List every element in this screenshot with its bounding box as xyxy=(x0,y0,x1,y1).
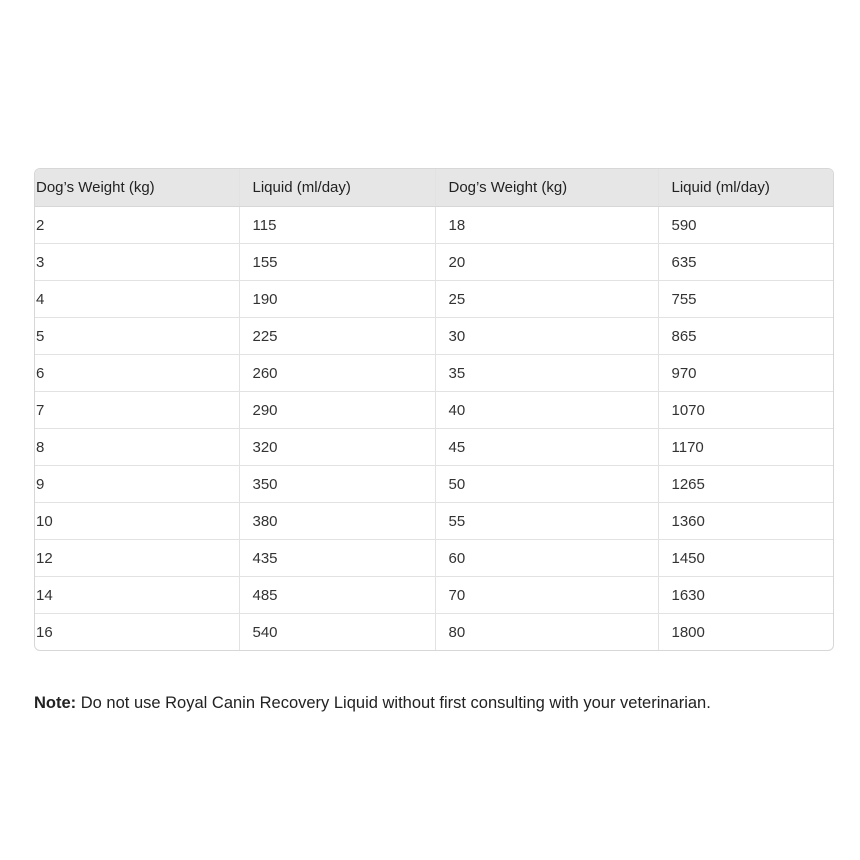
cell-dog-weight-1: 7 xyxy=(35,392,239,429)
table-row xyxy=(35,355,834,392)
cell-dog-weight-1: 5 xyxy=(35,318,239,355)
cell-dog-weight-2: 35 xyxy=(435,355,658,392)
cell-dog-weight-2: 80 xyxy=(435,614,658,651)
cell-liquid-1: 435 xyxy=(239,540,435,577)
cell-liquid-1: 320 xyxy=(239,429,435,466)
dosage-table xyxy=(35,169,834,650)
cell-liquid-2: 1070 xyxy=(658,392,834,429)
cell-liquid-1: 380 xyxy=(239,503,435,540)
table-row xyxy=(35,207,834,244)
cell-dog-weight-1: 16 xyxy=(35,614,239,651)
note-text: Do not use Royal Canin Recovery Liquid without first consulting with your veterinarian. xyxy=(76,693,711,712)
cell-dog-weight-2: 50 xyxy=(435,466,658,503)
header-liquid-1: Liquid (ml/day) xyxy=(239,169,435,207)
cell-dog-weight-2: 70 xyxy=(435,577,658,614)
cell-dog-weight-2: 25 xyxy=(435,281,658,318)
cell-liquid-2: 970 xyxy=(658,355,834,392)
header-dog-weight-1: Dog’s Weight (kg) xyxy=(35,169,239,207)
cell-dog-weight-1: 12 xyxy=(35,540,239,577)
cell-liquid-2: 755 xyxy=(658,281,834,318)
cell-dog-weight-1: 14 xyxy=(35,577,239,614)
cell-dog-weight-1: 8 xyxy=(35,429,239,466)
cell-liquid-1: 485 xyxy=(239,577,435,614)
table-row xyxy=(35,540,834,577)
cell-liquid-2: 1630 xyxy=(658,577,834,614)
table-row xyxy=(35,281,834,318)
cell-dog-weight-2: 20 xyxy=(435,244,658,281)
cell-liquid-1: 115 xyxy=(239,207,435,244)
cell-dog-weight-2: 40 xyxy=(435,392,658,429)
dosage-table-container xyxy=(34,168,834,651)
cell-dog-weight-1: 3 xyxy=(35,244,239,281)
cell-dog-weight-2: 30 xyxy=(435,318,658,355)
cell-liquid-2: 1450 xyxy=(658,540,834,577)
header-dog-weight-2: Dog’s Weight (kg) xyxy=(435,169,658,207)
cell-liquid-1: 155 xyxy=(239,244,435,281)
table-row xyxy=(35,577,834,614)
table-row xyxy=(35,392,834,429)
cell-liquid-1: 350 xyxy=(239,466,435,503)
cell-dog-weight-1: 4 xyxy=(35,281,239,318)
cell-liquid-1: 260 xyxy=(239,355,435,392)
cell-liquid-2: 1265 xyxy=(658,466,834,503)
cell-dog-weight-1: 6 xyxy=(35,355,239,392)
note-label: Note: xyxy=(34,693,77,712)
header-liquid-2: Liquid (ml/day) xyxy=(658,169,834,207)
table-row xyxy=(35,503,834,540)
cell-dog-weight-2: 55 xyxy=(435,503,658,540)
cell-dog-weight-2: 18 xyxy=(435,207,658,244)
cell-liquid-1: 290 xyxy=(239,392,435,429)
cell-dog-weight-1: 10 xyxy=(35,503,239,540)
table-row xyxy=(35,429,834,466)
table-header-row xyxy=(35,169,834,207)
cell-liquid-2: 590 xyxy=(658,207,834,244)
cell-liquid-2: 865 xyxy=(658,318,834,355)
cell-dog-weight-1: 9 xyxy=(35,466,239,503)
cell-liquid-1: 540 xyxy=(239,614,435,651)
table-row xyxy=(35,466,834,503)
cell-liquid-2: 635 xyxy=(658,244,834,281)
table-body xyxy=(35,207,834,651)
cell-dog-weight-1: 2 xyxy=(36,216,45,234)
cell-liquid-2: 1800 xyxy=(658,614,834,651)
cell-liquid-1: 225 xyxy=(239,318,435,355)
cell-dog-weight-2: 45 xyxy=(435,429,658,466)
cell-liquid-1: 190 xyxy=(239,281,435,318)
table-row xyxy=(35,614,834,651)
table-row xyxy=(35,244,834,281)
cell-liquid-2: 1170 xyxy=(658,429,834,466)
cell-liquid-2: 1360 xyxy=(658,503,834,540)
cell-dog-weight-2: 60 xyxy=(435,540,658,577)
note-paragraph xyxy=(34,694,834,713)
table-row xyxy=(35,318,834,355)
